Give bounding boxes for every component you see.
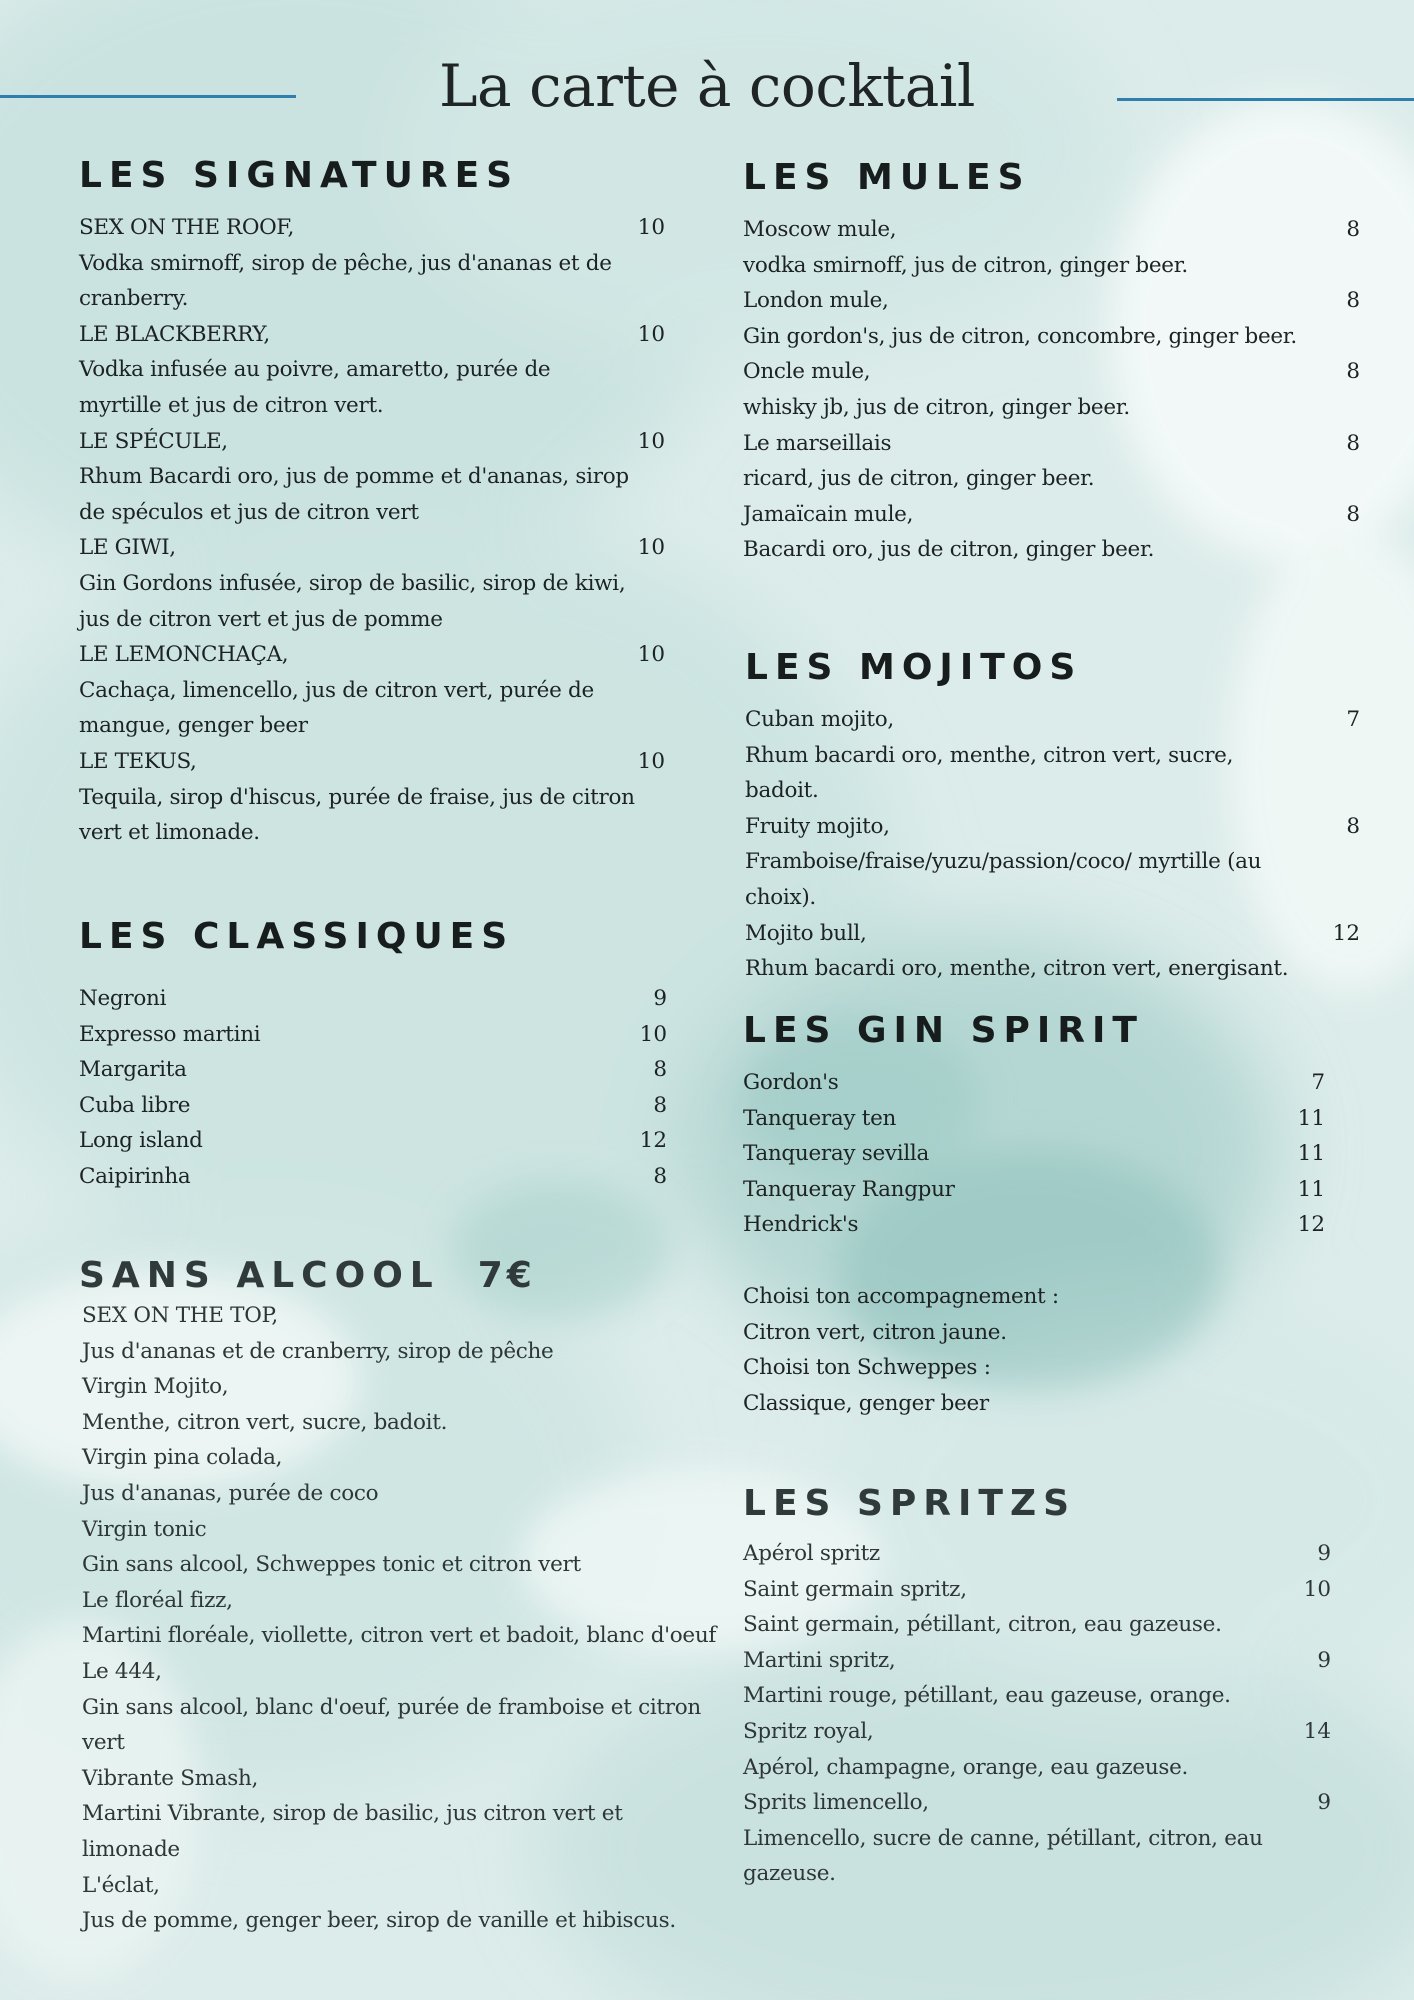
menu-item-description: Gin sans alcool, blanc d'oeuf, purée de framboise et citron vert <box>82 1694 701 1756</box>
menu-item <box>79 1159 667 1195</box>
menu-item-row <box>79 530 665 566</box>
menu-item-description: Bacardi oro, jus de citron, ginger beer. <box>743 537 1155 563</box>
menu-item-row <box>79 424 665 460</box>
menu-item-description: vodka smirnoff, jus de citron, ginger beer. <box>743 252 1188 278</box>
menu-item <box>743 1136 1325 1172</box>
section-heading-text: SANS ALCOOL <box>79 1255 440 1296</box>
menu-item-description: whisky jb, jus de citron, ginger beer. <box>743 394 1130 420</box>
menu-item-description: Vodka smirnoff, sirop de pêche, jus d'ananas et de cranberry. <box>79 250 612 312</box>
menu-item-price: 9 <box>653 986 667 1011</box>
menu-item-row <box>79 1017 667 1053</box>
section-heading: LES SPRITZS <box>743 1483 1077 1524</box>
menu-item-name: LE SPÉCULE, <box>79 428 228 454</box>
menu-item-row <box>743 1536 1331 1572</box>
menu-item-name: Caipirinha <box>79 1163 191 1189</box>
menu-item-row <box>745 702 1360 738</box>
menu-item-price: 10 <box>637 428 665 454</box>
menu-item <box>743 1207 1325 1243</box>
menu-item-price: 11 <box>1297 1176 1325 1202</box>
section-heading: LES GIN SPIRIT <box>743 1010 1144 1051</box>
menu-item-price: 14 <box>1303 1718 1331 1744</box>
menu-item <box>79 530 665 637</box>
section-heading: LES MULES <box>743 157 1031 198</box>
menu-item-row <box>82 1868 719 1904</box>
menu-item <box>79 1017 667 1053</box>
menu-item <box>82 1298 719 1369</box>
menu-item-price: 7 <box>1346 707 1360 732</box>
menu-item-price: 10 <box>637 321 665 347</box>
menu-item-row <box>79 1088 667 1124</box>
menu-item-description: Rhum bacardi oro, menthe, citron vert, sucre, badoit. <box>745 742 1234 804</box>
gin-list <box>743 1065 1325 1243</box>
menu-item-name: SEX ON THE ROOF, <box>79 215 294 240</box>
menu-item-row <box>743 1136 1325 1172</box>
menu-item <box>743 497 1360 568</box>
gin-note-line: Classique, genger beer <box>743 1390 989 1416</box>
sans-alcool-list <box>79 1298 719 1939</box>
menu-item-row <box>743 1714 1331 1750</box>
menu-item-row <box>79 317 665 353</box>
menu-item-description: Apérol, champagne, orange, eau gazeuse. <box>743 1754 1189 1780</box>
section-heading: LES CLASSIQUES <box>79 916 515 957</box>
menu-item <box>743 354 1360 425</box>
gin-note-line: Citron vert, citron jaune. <box>743 1319 1007 1345</box>
menu-item-name: Moscow mule, <box>743 217 897 242</box>
menu-item <box>79 424 665 531</box>
menu-item-price: 12 <box>1297 1212 1325 1238</box>
menu-item-price: 10 <box>1303 1576 1331 1602</box>
section-sans-alcool <box>79 1255 719 1939</box>
menu-item <box>743 1172 1325 1208</box>
menu-item-row <box>79 210 665 246</box>
menu-item-price: 8 <box>1346 359 1360 385</box>
menu-item <box>743 212 1360 283</box>
menu-item-row <box>79 1123 667 1159</box>
menu-item-description: Gin Gordons infusée, sirop de basilic, sirop de kiwi, jus de citron vert et jus de pomme <box>79 570 626 632</box>
menu-item-name: Fruity mojito, <box>745 813 890 839</box>
menu-item-name: Tanqueray sevilla <box>743 1141 929 1167</box>
menu-item <box>743 426 1360 497</box>
menu-item-name: LE BLACKBERRY, <box>79 321 270 347</box>
menu-item-name: Margarita <box>79 1057 187 1083</box>
menu-item-row <box>79 637 665 673</box>
menu-item <box>745 916 1360 987</box>
menu-item-price: 8 <box>1346 430 1360 456</box>
menu-item-name: Spritz royal, <box>743 1718 874 1744</box>
menu-item-name: Le floréal fizz, <box>82 1587 233 1613</box>
menu-item <box>82 1512 719 1583</box>
menu-item-price: 10 <box>637 748 665 774</box>
section-mules <box>743 157 1360 568</box>
menu-item-name: Saint germain spritz, <box>743 1576 967 1602</box>
menu-item-description: Jus d'ananas et de cranberry, sirop de pêche <box>82 1338 554 1364</box>
menu-item-row <box>743 283 1360 319</box>
menu-item-price: 11 <box>1297 1141 1325 1167</box>
menu-item-name: Mojito bull, <box>745 920 867 946</box>
menu-item-row <box>743 1101 1325 1137</box>
menu-item-row <box>79 1159 667 1195</box>
menu-item-row <box>743 1572 1331 1608</box>
menu-item <box>743 1643 1331 1714</box>
menu-item-row <box>743 354 1360 390</box>
menu-item <box>743 1536 1331 1572</box>
menu-item-name: Martini spritz, <box>743 1647 896 1673</box>
menu-item-price: 12 <box>1332 920 1360 946</box>
menu-item-row <box>743 212 1360 248</box>
menu-item-name: LE GIWI, <box>79 535 176 561</box>
menu-item-description: ricard, jus de citron, ginger beer. <box>743 466 1095 492</box>
menu-item-row <box>82 1512 719 1548</box>
menu-item <box>79 210 665 317</box>
gin-notes <box>743 1279 1325 1421</box>
menu-item-description: Menthe, citron vert, sucre, badoit. <box>82 1409 448 1435</box>
menu-item-name: Apérol spritz <box>743 1541 880 1566</box>
menu-item-description: Martini rouge, pétillant, eau gazeuse, orange. <box>743 1683 1231 1709</box>
menu-item <box>79 744 665 851</box>
page-title: La carte à cocktail <box>439 52 975 120</box>
menu-item <box>745 702 1360 809</box>
mojitos-list <box>745 702 1360 987</box>
menu-item-description: Cachaça, limencello, jus de citron vert, purée de mangue, genger beer <box>79 677 594 739</box>
menu-item-row <box>743 1172 1325 1208</box>
menu-item-row <box>743 1785 1331 1821</box>
menu-item-description: Martini floréale, viollette, citron vert et badoit, blanc d'oeuf <box>82 1623 717 1649</box>
menu-item-price: 8 <box>1346 217 1360 242</box>
menu-item-price: 10 <box>637 535 665 561</box>
section-signatures <box>79 155 665 851</box>
menu-item-row <box>79 744 665 780</box>
menu-item-row <box>743 497 1360 533</box>
menu-item-row <box>82 1654 719 1690</box>
menu-item-row <box>79 981 667 1017</box>
menu-item-name: SEX ON THE TOP, <box>82 1303 278 1328</box>
menu-item-row <box>82 1298 719 1334</box>
menu-item <box>79 1052 667 1088</box>
menu-item-row <box>745 916 1360 952</box>
menu-item-name: L'éclat, <box>82 1872 160 1898</box>
menu-item <box>745 809 1360 916</box>
menu-item-name: Tanqueray ten <box>743 1105 897 1131</box>
menu-item <box>743 1101 1325 1137</box>
signatures-list <box>79 210 665 851</box>
menu-item <box>743 1785 1331 1892</box>
menu-item-name: Hendrick's <box>743 1212 859 1238</box>
menu-item-price: 9 <box>1317 1541 1331 1566</box>
menu-item-price: 8 <box>653 1163 667 1189</box>
menu-item-description: Jus d'ananas, purée de coco <box>82 1480 379 1506</box>
menu-item-row <box>745 809 1360 845</box>
menu-item-name: LE TEKUS, <box>79 748 197 774</box>
menu-item <box>743 1714 1331 1785</box>
menu-item-price: 9 <box>1317 1790 1331 1816</box>
menu-item <box>82 1868 719 1939</box>
menu-item-price: 8 <box>653 1057 667 1083</box>
menu-item-row <box>743 1207 1325 1243</box>
section-mojitos <box>745 647 1360 987</box>
menu-item-name: London mule, <box>743 288 889 314</box>
menu-item-name: Expresso martini <box>79 1021 261 1047</box>
menu-item-description: Rhum bacardi oro, menthe, citron vert, energisant. <box>745 956 1289 982</box>
menu-item-name: Oncle mule, <box>743 359 871 385</box>
menu-item-description: Limencello, sucre de canne, pétillant, citron, eau gazeuse. <box>743 1825 1263 1887</box>
menu-item-row <box>743 426 1360 462</box>
menu-item-row <box>743 1065 1325 1101</box>
gin-note-line: Choisi ton accompagnement : <box>743 1283 1059 1309</box>
mules-list <box>743 212 1360 568</box>
menu-item-description: Framboise/fraise/yuzu/passion/coco/ myrtille (au choix). <box>745 849 1262 910</box>
menu-item-name: Vibrante Smash, <box>82 1765 259 1791</box>
section-heading <box>79 1255 719 1296</box>
menu-item-price: 11 <box>1297 1105 1325 1131</box>
menu-item-description: Gin gordon's, jus de citron, concombre, ginger beer. <box>743 323 1297 349</box>
menu-item <box>743 283 1360 354</box>
spritzs-list <box>743 1536 1331 1892</box>
gin-note-line: Choisi ton Schweppes : <box>743 1355 991 1381</box>
menu-item-price: 7 <box>1311 1070 1325 1095</box>
menu-item-row <box>82 1583 719 1619</box>
menu-item-price: 8 <box>653 1092 667 1118</box>
menu-item-price: 10 <box>637 642 665 668</box>
menu-item <box>82 1761 719 1868</box>
menu-item-name: Cuba libre <box>79 1092 191 1118</box>
menu-item-description: Jus de pomme, genger beer, sirop de vanille et hibiscus. <box>82 1908 676 1934</box>
menu-item <box>79 981 667 1017</box>
menu-item-name: Jamaïcain mule, <box>743 501 914 527</box>
menu-item-price: 8 <box>1346 501 1360 527</box>
section-gin-spirit <box>743 1010 1325 1421</box>
menu-item <box>82 1440 719 1511</box>
menu-item-name: Gordon's <box>743 1070 839 1095</box>
menu-item <box>79 637 665 744</box>
menu-item-row <box>743 1643 1331 1679</box>
menu-item <box>743 1572 1331 1643</box>
menu-item-price: 10 <box>639 1021 667 1047</box>
menu-item-name: Cuban mojito, <box>745 707 894 732</box>
menu-item <box>79 317 665 424</box>
menu-item-description: Saint germain, pétillant, citron, eau gazeuse. <box>743 1612 1222 1638</box>
menu-item-price: 8 <box>1346 813 1360 839</box>
menu-item-name: Sprits limencello, <box>743 1790 929 1816</box>
title-rule-right <box>1117 98 1414 101</box>
section-heading: LES SIGNATURES <box>79 155 520 196</box>
menu-item <box>82 1583 719 1654</box>
menu-item-description: Vodka infusée au poivre, amaretto, purée de myrtille et jus de citron vert. <box>79 357 551 418</box>
section-classiques <box>79 916 667 1195</box>
menu-item-row <box>82 1369 719 1405</box>
menu-item-price: 10 <box>637 215 665 240</box>
menu-item-description: Martini Vibrante, sirop de basilic, jus citron vert et limonade <box>82 1801 623 1862</box>
menu-item-name: LE LEMONCHAÇA, <box>79 642 289 668</box>
menu-item-description: Rhum Bacardi oro, jus de pomme et d'ananas, sirop de spéculos et jus de citron vert <box>79 464 629 525</box>
menu-item-description: Tequila, sirop d'hiscus, purée de fraise, jus de citron vert et limonade. <box>79 784 635 846</box>
section-heading: LES MOJITOS <box>745 647 1083 688</box>
menu-item-price: 8 <box>1346 288 1360 314</box>
menu-item-name: Le marseillais <box>743 430 892 456</box>
menu-item-name: Negroni <box>79 986 167 1011</box>
menu-item-row <box>82 1440 719 1476</box>
menu-item-name: Le 444, <box>82 1658 162 1684</box>
menu-item-row <box>79 1052 667 1088</box>
menu-item <box>743 1065 1325 1101</box>
menu-item-name: Tanqueray Rangpur <box>743 1176 955 1202</box>
section-spritzs <box>743 1483 1331 1892</box>
menu-item-price: 12 <box>639 1128 667 1154</box>
section-price: 7€ <box>477 1255 536 1296</box>
menu-item <box>79 1123 667 1159</box>
classiques-list <box>79 981 667 1195</box>
menu-item <box>82 1369 719 1440</box>
menu-item-name: Virgin tonic <box>82 1516 207 1542</box>
menu-item <box>82 1654 719 1761</box>
menu-item-name: Virgin Mojito, <box>82 1374 229 1400</box>
menu-item <box>79 1088 667 1124</box>
menu-item-price: 9 <box>1317 1647 1331 1673</box>
menu-item-description: Gin sans alcool, Schweppes tonic et citron vert <box>82 1552 581 1578</box>
menu-item-name: Long island <box>79 1128 203 1154</box>
menu-item-name: Virgin pina colada, <box>82 1445 283 1471</box>
menu-item-row <box>82 1761 719 1797</box>
